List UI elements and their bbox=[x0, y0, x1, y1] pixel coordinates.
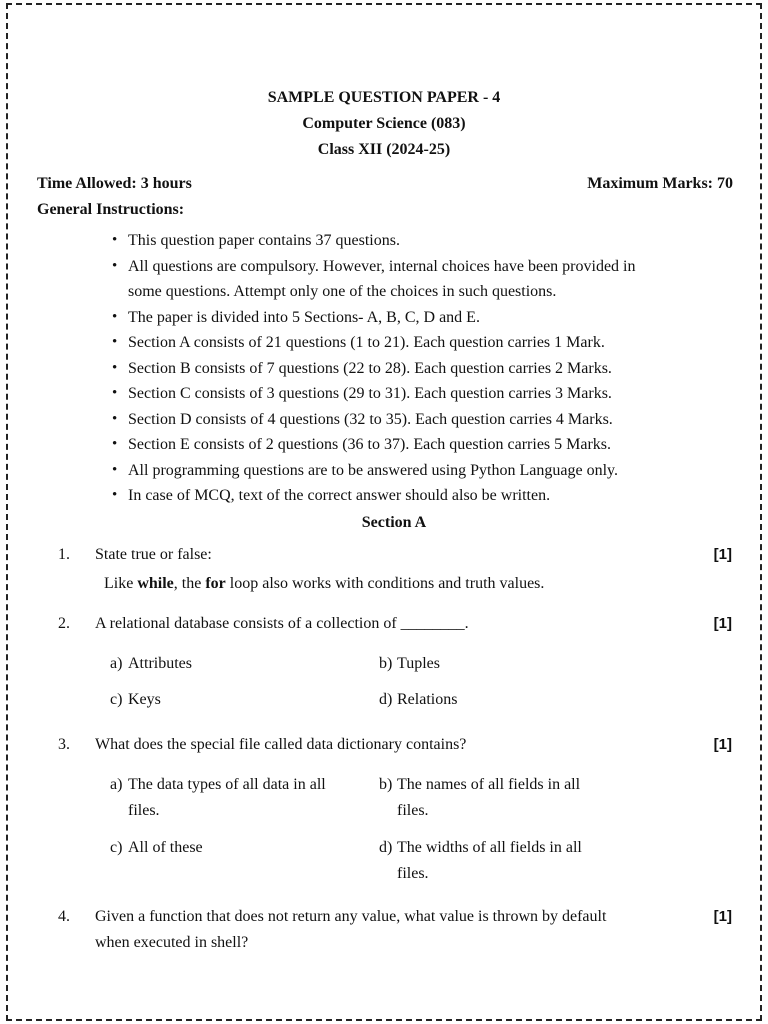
instructions-heading: General Instructions: bbox=[37, 201, 185, 218]
option-c: c) Keys bbox=[110, 691, 161, 708]
question-4 bbox=[58, 904, 732, 956]
subject-line: Computer Science (083) bbox=[302, 115, 466, 132]
option-c: c) All of these bbox=[110, 839, 203, 856]
option-a: a) The data types of all data in all files. bbox=[110, 776, 326, 819]
question-marks: [1] bbox=[713, 615, 732, 632]
option-d: d) The widths of all fields in all files. bbox=[379, 839, 582, 882]
maximum-marks: Maximum Marks: 70 bbox=[587, 175, 733, 192]
question-marks: [1] bbox=[713, 546, 732, 563]
question-number: 1. bbox=[58, 546, 70, 563]
time-allowed: Time Allowed: 3 hours bbox=[37, 175, 192, 192]
option-d: d) Relations bbox=[379, 691, 458, 708]
question-number: 2. bbox=[58, 615, 70, 632]
paper-title: SAMPLE QUESTION PAPER - 4 bbox=[267, 89, 501, 106]
question-3 bbox=[58, 732, 732, 762]
question-text: State true or false: bbox=[95, 546, 212, 563]
question-text: A relational database consists of a collection of ________. bbox=[95, 615, 469, 632]
question-text: Given a function that does not return any value, what value is thrown by default when executed in shell? bbox=[95, 908, 607, 951]
instruction-item: • This question paper contains 37 questions. bbox=[112, 228, 722, 254]
instruction-item: • Section E consists of 2 questions (36 to 37). Each question carries 5 Marks. bbox=[112, 432, 722, 458]
instruction-item: • Section C consists of 3 questions (29 to 31). Each question carries 3 Marks. bbox=[112, 381, 722, 407]
question-marks: [1] bbox=[713, 908, 732, 925]
option-b: b) Tuples bbox=[379, 655, 440, 672]
instruction-item: • All programming questions are to be answered using Python Language only. bbox=[112, 458, 722, 484]
section-heading: Section A bbox=[361, 514, 427, 531]
instruction-item: • The paper is divided into 5 Sections- A, B, C, D and E. bbox=[112, 305, 722, 331]
question-1-statement: Like while, the for loop also works with conditions and truth values. bbox=[104, 575, 545, 592]
instruction-item: • In case of MCQ, text of the correct answer should also be written. bbox=[112, 483, 722, 509]
instruction-item: • Section B consists of 7 questions (22 to 28). Each question carries 2 Marks. bbox=[112, 356, 722, 382]
instruction-item: • All questions are compulsory. However, internal choices have been provided in some questions. Attempt only one of the choices in such questions. bbox=[112, 254, 722, 305]
option-a: a) Attributes bbox=[110, 655, 192, 672]
instructions-list bbox=[112, 228, 722, 509]
question-1 bbox=[58, 542, 732, 602]
option-b: b) The names of all fields in all files. bbox=[379, 776, 581, 819]
question-text: What does the special file called data dictionary contains? bbox=[95, 736, 467, 753]
question-number: 4. bbox=[58, 908, 70, 925]
question-number: 3. bbox=[58, 736, 70, 753]
class-line: Class XII (2024-25) bbox=[317, 141, 451, 158]
question-2 bbox=[58, 611, 732, 641]
instruction-item: • Section A consists of 21 questions (1 to 21). Each question carries 1 Mark. bbox=[112, 330, 722, 356]
instruction-item: • Section D consists of 4 questions (32 to 35). Each question carries 4 Marks. bbox=[112, 407, 722, 433]
question-marks: [1] bbox=[713, 736, 732, 753]
